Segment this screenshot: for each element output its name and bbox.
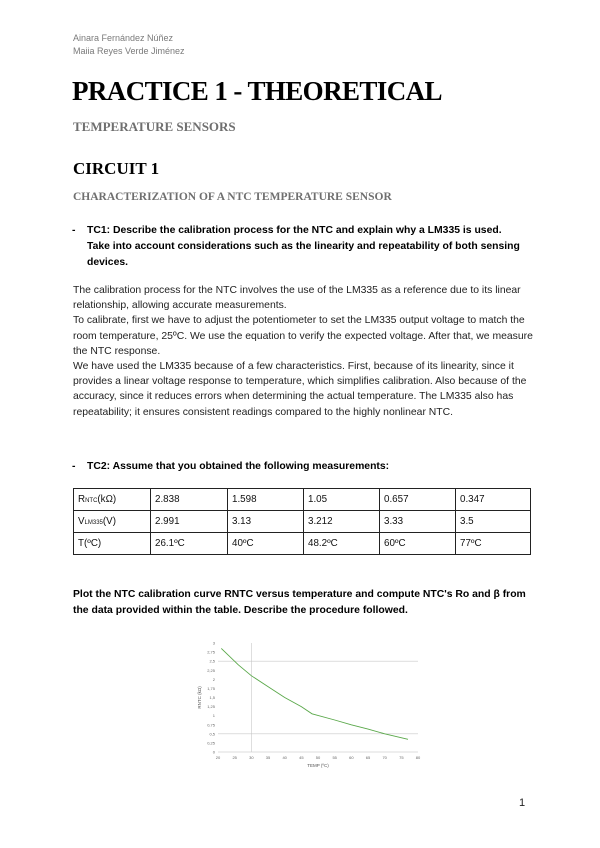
x-tick-label: 70 xyxy=(382,755,387,760)
plot-question: Plot the NTC calibration curve RNTC versus temperature and compute NTC's Ro and β from the data provided within the table. Describe the procedure followed. xyxy=(73,589,526,616)
table-row xyxy=(74,489,531,511)
table-cell: 48.2ºC xyxy=(304,533,380,555)
author-1: Ainara Fernández Núñez xyxy=(73,33,174,43)
authors xyxy=(73,32,185,58)
circuit-subheading: CHARACTERIZATION OF A NTC TEMPERATURE SENSOR xyxy=(73,191,392,203)
y-tick-label: 1,5 xyxy=(209,695,215,700)
table-row xyxy=(74,533,531,555)
answer-text xyxy=(73,283,533,420)
y-tick-label: 0,5 xyxy=(209,731,215,737)
table-cell: 0.657 xyxy=(380,489,456,511)
x-tick-label: 20 xyxy=(215,755,221,760)
y-tick-label: 1 xyxy=(212,713,215,719)
table-cell: 60ºC xyxy=(380,533,456,555)
question-tc1-text: TC1: Describe the calibration process for the NTC and explain why a LM335 is used. Take into account considerations such as the linearity and repeatability of both sensing devices. xyxy=(87,225,520,268)
table-cell: 2.991 xyxy=(151,511,228,533)
table-cell: 0.347 xyxy=(456,489,531,511)
question-tc2 xyxy=(72,459,527,475)
y-tick-label: 0,25 xyxy=(207,740,215,746)
table-cell: 40ºC xyxy=(228,533,304,555)
table-cell: 3.33 xyxy=(380,511,456,533)
row-label: VLM335(V) xyxy=(74,511,151,533)
y-tick-label: 2,75 xyxy=(207,649,215,655)
row-label: T(ºC) xyxy=(74,533,151,555)
x-tick-label: 25 xyxy=(232,755,237,760)
table-cell: 26.1ºC xyxy=(151,533,228,555)
row-label: RNTC(kΩ) xyxy=(74,489,151,511)
table-cell: 1.598 xyxy=(228,489,304,511)
y-tick-label: 0 xyxy=(212,749,215,755)
x-tick-label: 50 xyxy=(315,755,321,760)
author-2: Maiia Reyes Verde Jiménez xyxy=(73,46,185,56)
y-tick-label: 0,75 xyxy=(207,722,215,728)
circuit-heading: CIRCUIT 1 xyxy=(73,159,160,178)
bullet-dash: - xyxy=(72,461,76,472)
table-cell: 3.13 xyxy=(228,511,304,533)
answer-paragraph: To calibrate, first we have to adjust the potentiometer to set the LM335 output voltage to match the room temperature, 25ºC. We use the equation to verify the expected voltage. After that, we measure the NTC response. xyxy=(73,315,533,357)
question-tc1 xyxy=(72,223,527,271)
calibration-chart xyxy=(196,636,426,772)
y-tick-label: 2 xyxy=(212,676,215,682)
x-tick-label: 60 xyxy=(349,755,354,760)
y-tick-label: 1,25 xyxy=(207,704,215,710)
answer-paragraph: We have used the LM335 because of a few characteristics. First, because of its linearity, since it provides a linear voltage response to temperature, which simplifies calibration. Also because of the accuracy, since it reduces errors when determining the actual temperature. The LM335 also has repeatability; it ensures consistent readings compared to the highly nonlinear NTC. xyxy=(73,361,527,418)
answer-paragraph: The calibration process for the NTC involves the use of the LM335 as a reference due to its linear relationship, allowing accurate measurements. xyxy=(73,285,521,312)
x-tick-label: 40 xyxy=(282,755,287,760)
x-tick-label: 35 xyxy=(265,755,271,760)
table-cell: 77ºC xyxy=(456,533,531,555)
page-number: 1 xyxy=(519,797,526,809)
x-tick-label: 75 xyxy=(399,755,404,760)
x-axis-label: TEMP (ºC) xyxy=(307,763,329,768)
table-cell: 2.838 xyxy=(151,489,228,511)
page-title: PRACTICE 1 - THEORETICAL xyxy=(72,76,442,106)
x-tick-label: 30 xyxy=(249,755,254,760)
y-tick-label: 3 xyxy=(212,640,215,646)
series-line xyxy=(221,648,408,739)
y-tick-label: 2,25 xyxy=(207,667,215,673)
y-tick-label: 1,75 xyxy=(207,685,215,691)
y-axis-label: RNTC (kΩ) xyxy=(197,686,202,709)
page-subtitle: TEMPERATURE SENSORS xyxy=(73,119,236,134)
x-tick-label: 45 xyxy=(299,755,304,760)
y-tick-label: 2,5 xyxy=(209,658,215,664)
table-cell: 3.5 xyxy=(456,511,531,533)
bullet-dash: - xyxy=(72,225,76,236)
x-tick-label: 80 xyxy=(415,755,421,760)
x-tick-label: 55 xyxy=(332,755,337,760)
question-tc2-text: TC2: Assume that you obtained the following measurements: xyxy=(87,461,390,472)
x-tick-label: 65 xyxy=(365,755,371,760)
table-row xyxy=(74,511,531,533)
table-cell: 1.05 xyxy=(304,489,380,511)
measurements-table xyxy=(73,488,531,555)
table-cell: 3.212 xyxy=(304,511,380,533)
